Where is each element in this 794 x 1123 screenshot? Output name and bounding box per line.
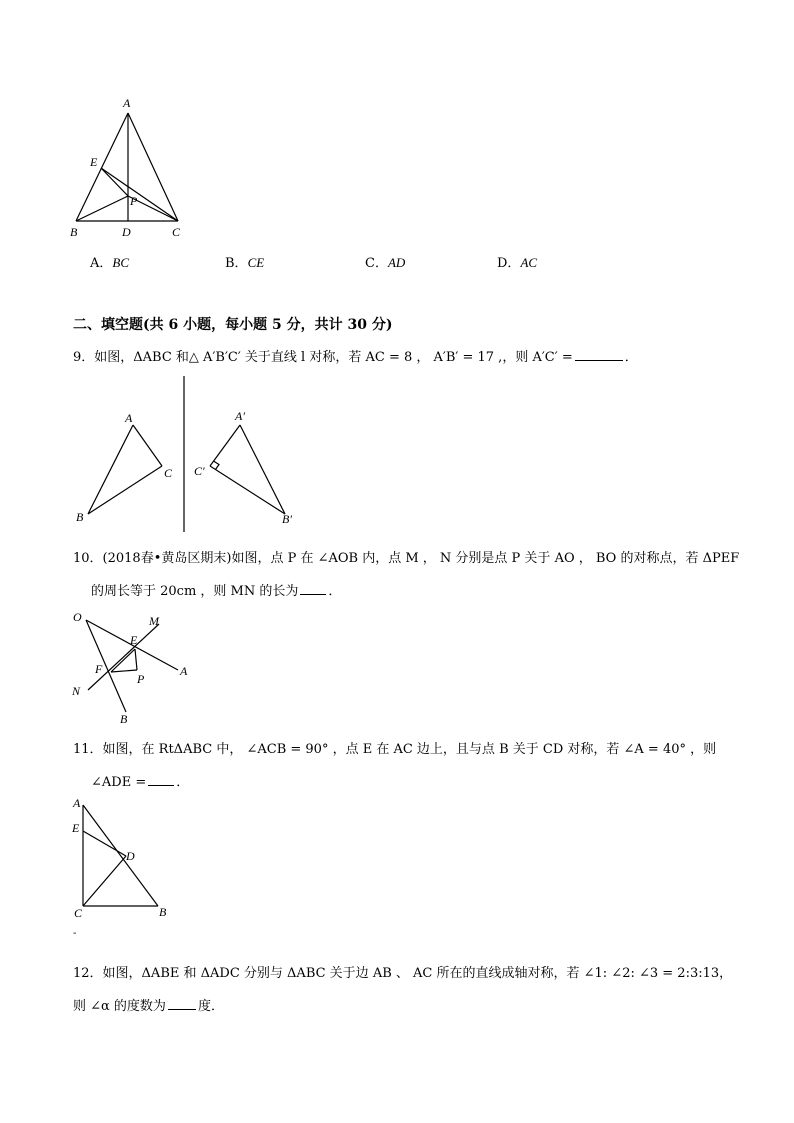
q12-question: 则 ∠α 的度数为: [73, 999, 166, 1014]
q9-label-a-prime: A′: [235, 409, 245, 423]
q12-end: 度．: [197, 999, 224, 1014]
option-value: CE: [247, 255, 265, 270]
q9-end: ．: [624, 350, 638, 365]
q9-label-c-prime: C′: [194, 464, 205, 478]
section-title: 二、填空题(共 6 小题，每小题 5 分，共计 30 分): [73, 317, 393, 333]
q11-label-e: E: [72, 821, 80, 835]
q11-label-b: B: [159, 905, 167, 919]
q12-answer-blank[interactable]: [168, 1008, 196, 1010]
option-value: BC: [112, 255, 130, 270]
q11-lines: [83, 805, 158, 906]
q10-label-n: N: [72, 684, 81, 698]
q8-label-a: A: [123, 96, 131, 110]
q10-label-m: M: [149, 614, 159, 628]
q10-label-b: B: [120, 712, 128, 726]
option-letter: B．: [225, 256, 248, 271]
option-value: AD: [387, 255, 406, 270]
q9-label-b: B: [76, 510, 84, 524]
q10-label-e: E: [130, 633, 138, 647]
option-letter: C．: [365, 256, 388, 271]
q10-question: 的周长等于 20cm ，则 MN 的长为: [91, 584, 299, 599]
q10-end: ．: [328, 584, 342, 599]
q10-label-o: O: [73, 610, 82, 624]
q8-label-d: D: [122, 225, 131, 239]
q8-label-e: E: [90, 155, 98, 169]
q11-label-a: A: [73, 796, 81, 810]
q10-label-p: P: [137, 672, 145, 686]
q9-label-a: A: [125, 411, 133, 425]
q10-label-f: F: [95, 662, 103, 676]
q11-question: ∠ADE =: [91, 775, 147, 790]
q8-label-p: P: [130, 194, 138, 208]
q8-label-b: B: [70, 225, 78, 239]
q12-line1: 12．如图，ΔABE 和 ΔADC 分别与 ΔABC 关于边 AB 、 AC 所在的直线成轴对称，若 ∠1: ∠2: ∠3 = 2:3:13，: [73, 966, 733, 981]
q10-label-a: A: [180, 664, 188, 678]
q11-end: ．: [176, 775, 190, 790]
option-letter: D．: [497, 256, 521, 271]
q9-label-c: C: [164, 466, 173, 480]
q12-line2: [73, 995, 224, 1014]
q11-label-c: C: [74, 906, 83, 920]
q10-line1: 10．(2018春•黄岛区期末)如图，点 P 在 ∠AOB 内，点 M ， N 分别是点 P 关于 AO ， BO 的对称点，若 ΔPEF: [73, 551, 740, 566]
option-letter: A．: [90, 256, 113, 271]
q9-question: 9．如图，ΔABC 和△ A′B′C′ 关于直线 l 对称，若 AC = 8 ， A′B′ = 17 ,，则 A′C′ =: [73, 350, 573, 365]
option-value: AC: [520, 255, 538, 270]
q9-label-b-prime: B′: [282, 512, 292, 526]
q11-line1: 11．如图，在 RtΔABC 中， ∠ACB = 90° ，点 E 在 AC 边上，且与点 B 关于 CD 对称，若 ∠A = 40° ，则: [73, 742, 717, 757]
q8-label-c: C: [172, 225, 181, 239]
q11-label-d: D: [126, 849, 135, 863]
q11-stray-mark: -: [73, 928, 77, 939]
